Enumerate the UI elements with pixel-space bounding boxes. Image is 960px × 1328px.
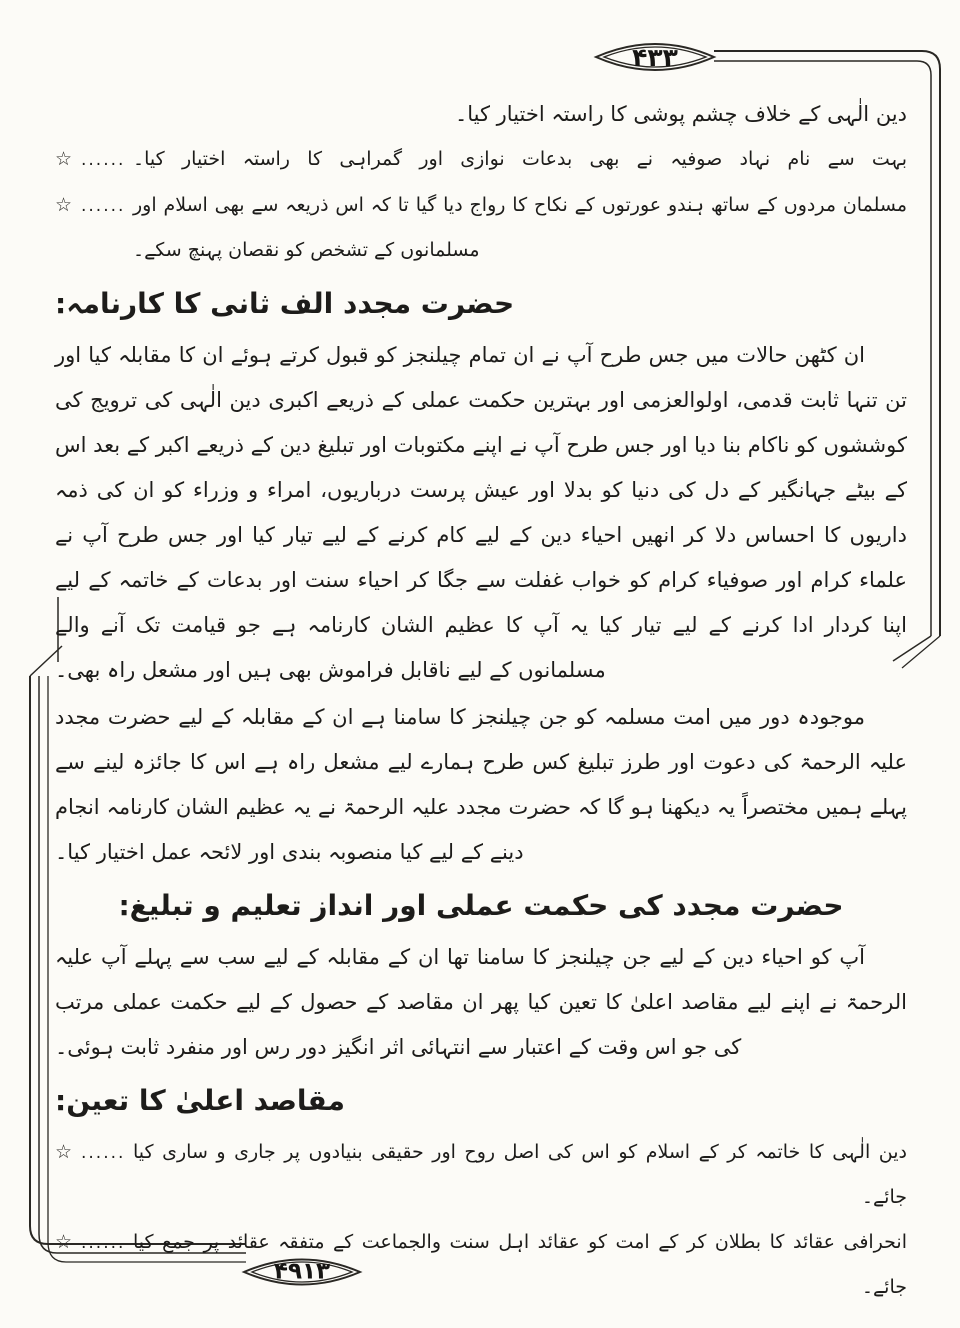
paragraph-ahya: آپ کو احیاء دین کے لیے جن چیلنجز کا سامنا تھا ان کے مقابلہ کے لیے سب سے پہلے آپ علیہ الرحمۃ نے اپنے لیے مقاصد اعلیٰ کا تعین کیا پھر ان مقاصد کے حصول کے لیے حکمت عملی مرتب کی جو اس وقت کے اعتبار سے انتہائی اثر انگیز دور رس اور منفرد ثابت ہوئی۔ <box>55 945 907 1059</box>
star-bullet-icon: ☆ <box>55 1141 73 1163</box>
star-bullet-icon: ☆ <box>55 194 73 216</box>
section-heading-karnama: حضرت مجدد الف ثانی کا کارنامہ: <box>55 287 515 320</box>
bullet-text: بہت سے نام نہاد صوفیہ نے بھی بدعات نوازی اور گمراہی کا راستہ اختیار کیا۔ <box>133 148 907 170</box>
bullet-text: مسلمان مردوں کے ساتھ ہندو عورتوں کے نکاح کا رواج دیا گیا تا کہ اس ذریعہ سے بھی اسلام اور مسلمانوں کے تشخص کو نقصان پہنچ سکے۔ <box>133 194 907 261</box>
bullet-text: انحرافی عقائد کا بطلان کر کے امت کو عقائد اہل سنت والجماعت کے متفقہ عقائد پر جمع کیا جائے۔ <box>133 1231 907 1298</box>
bullet-item-sufia <box>55 137 907 183</box>
dots-leader: ...... <box>81 1143 126 1163</box>
paragraph-maujooda: موجودہ دور میں امت مسلمہ کو جن چیلنجز کا سامنا ہے ان کے مقابلہ کے لیے حضرت مجدد علیہ الرحمۃ کی دعوت اور طرز تبلیغ کس طرح ہمارے لیے مشعل راہ ہے اس کا جائزہ لینے سے پہلے ہمیں مختصراً یہ دیکھنا ہو گا کہ حضرت مجدد علیہ الرحمۃ نے یہ عظیم الشان کارنامہ انجام دینے کے لیے کیا منصوبہ بندی اور لائحہ عمل اختیار کیا۔ <box>55 705 907 864</box>
section-heading-hikmat: حضرت مجدد کی حکمت عملی اور انداز تعلیم و تبلیغ: <box>118 889 844 922</box>
paragraph-halaat: ان کٹھن حالات میں جس طرح آپ نے ان تمام چیلنجز کو قبول کرتے ہوئے ان کا مقابلہ کیا اور تن تنہا ثابت قدمی، اولوالعزمی اور بہترین حکمت عملی کے ذریعے اکبری دین الٰہی کی ترویج کی کوششوں کو ناکام بنا دیا اور جس طرح آپ نے اپنے مکتوبات اور تبلیغ دین کے ذریعے اکبر کے بعد اس کے بیٹے جہانگیر کے دل کی دنیا کو بدلا اور عیش پرست درباریوں، امراء و وزراء کو ان کی ذمہ داریوں کا احساس دلا کر انھیں احیاء دین کے لیے کام کرنے کے لیے تیار کیا اور جس طرح آپ نے علماء کرام اور صوفیاء کرام کو خواب غفلت سے جگا کر احیاء سنت اور بدعات کے خاتمہ کے لیے اپنا کردار ادا کرنے کے لیے تیار کیا یہ آپ کا عظیم الشان کارنامہ ہے جو قیامت تک آنے والے مسلمانوں کے لیے ناقابل فراموش بھی ہیں اور مشعل راہ بھی۔ <box>54 343 907 682</box>
bullet-item-deen-ilahi <box>55 1130 907 1220</box>
bullet-item-aqaid <box>55 1220 907 1310</box>
bottom-page-number: ۴۹۱۳ <box>273 1258 331 1285</box>
section-heading-maqasid: مقاصد اعلیٰ کا تعین: <box>55 1084 345 1117</box>
dots-leader: ...... <box>81 1233 126 1253</box>
dots-leader: ...... <box>81 150 126 170</box>
bullet-item-nikah <box>55 183 907 273</box>
star-bullet-icon: ☆ <box>55 1231 73 1253</box>
text-column <box>55 92 907 1310</box>
bullet-text: دین الٰہی کا خاتمہ کر کے اسلام کو اس کی اصل روح اور حقیقی بنیادوں پر جاری و ساری کیا جائے۔ <box>133 1141 907 1208</box>
opening-line: دین الٰہی کے خلاف چشم پوشی کا راستہ اختیار کیا۔ <box>454 102 907 126</box>
star-bullet-icon: ☆ <box>55 148 73 170</box>
dots-leader: ...... <box>81 196 126 216</box>
top-page-number: ۴۳۳ <box>632 43 678 73</box>
